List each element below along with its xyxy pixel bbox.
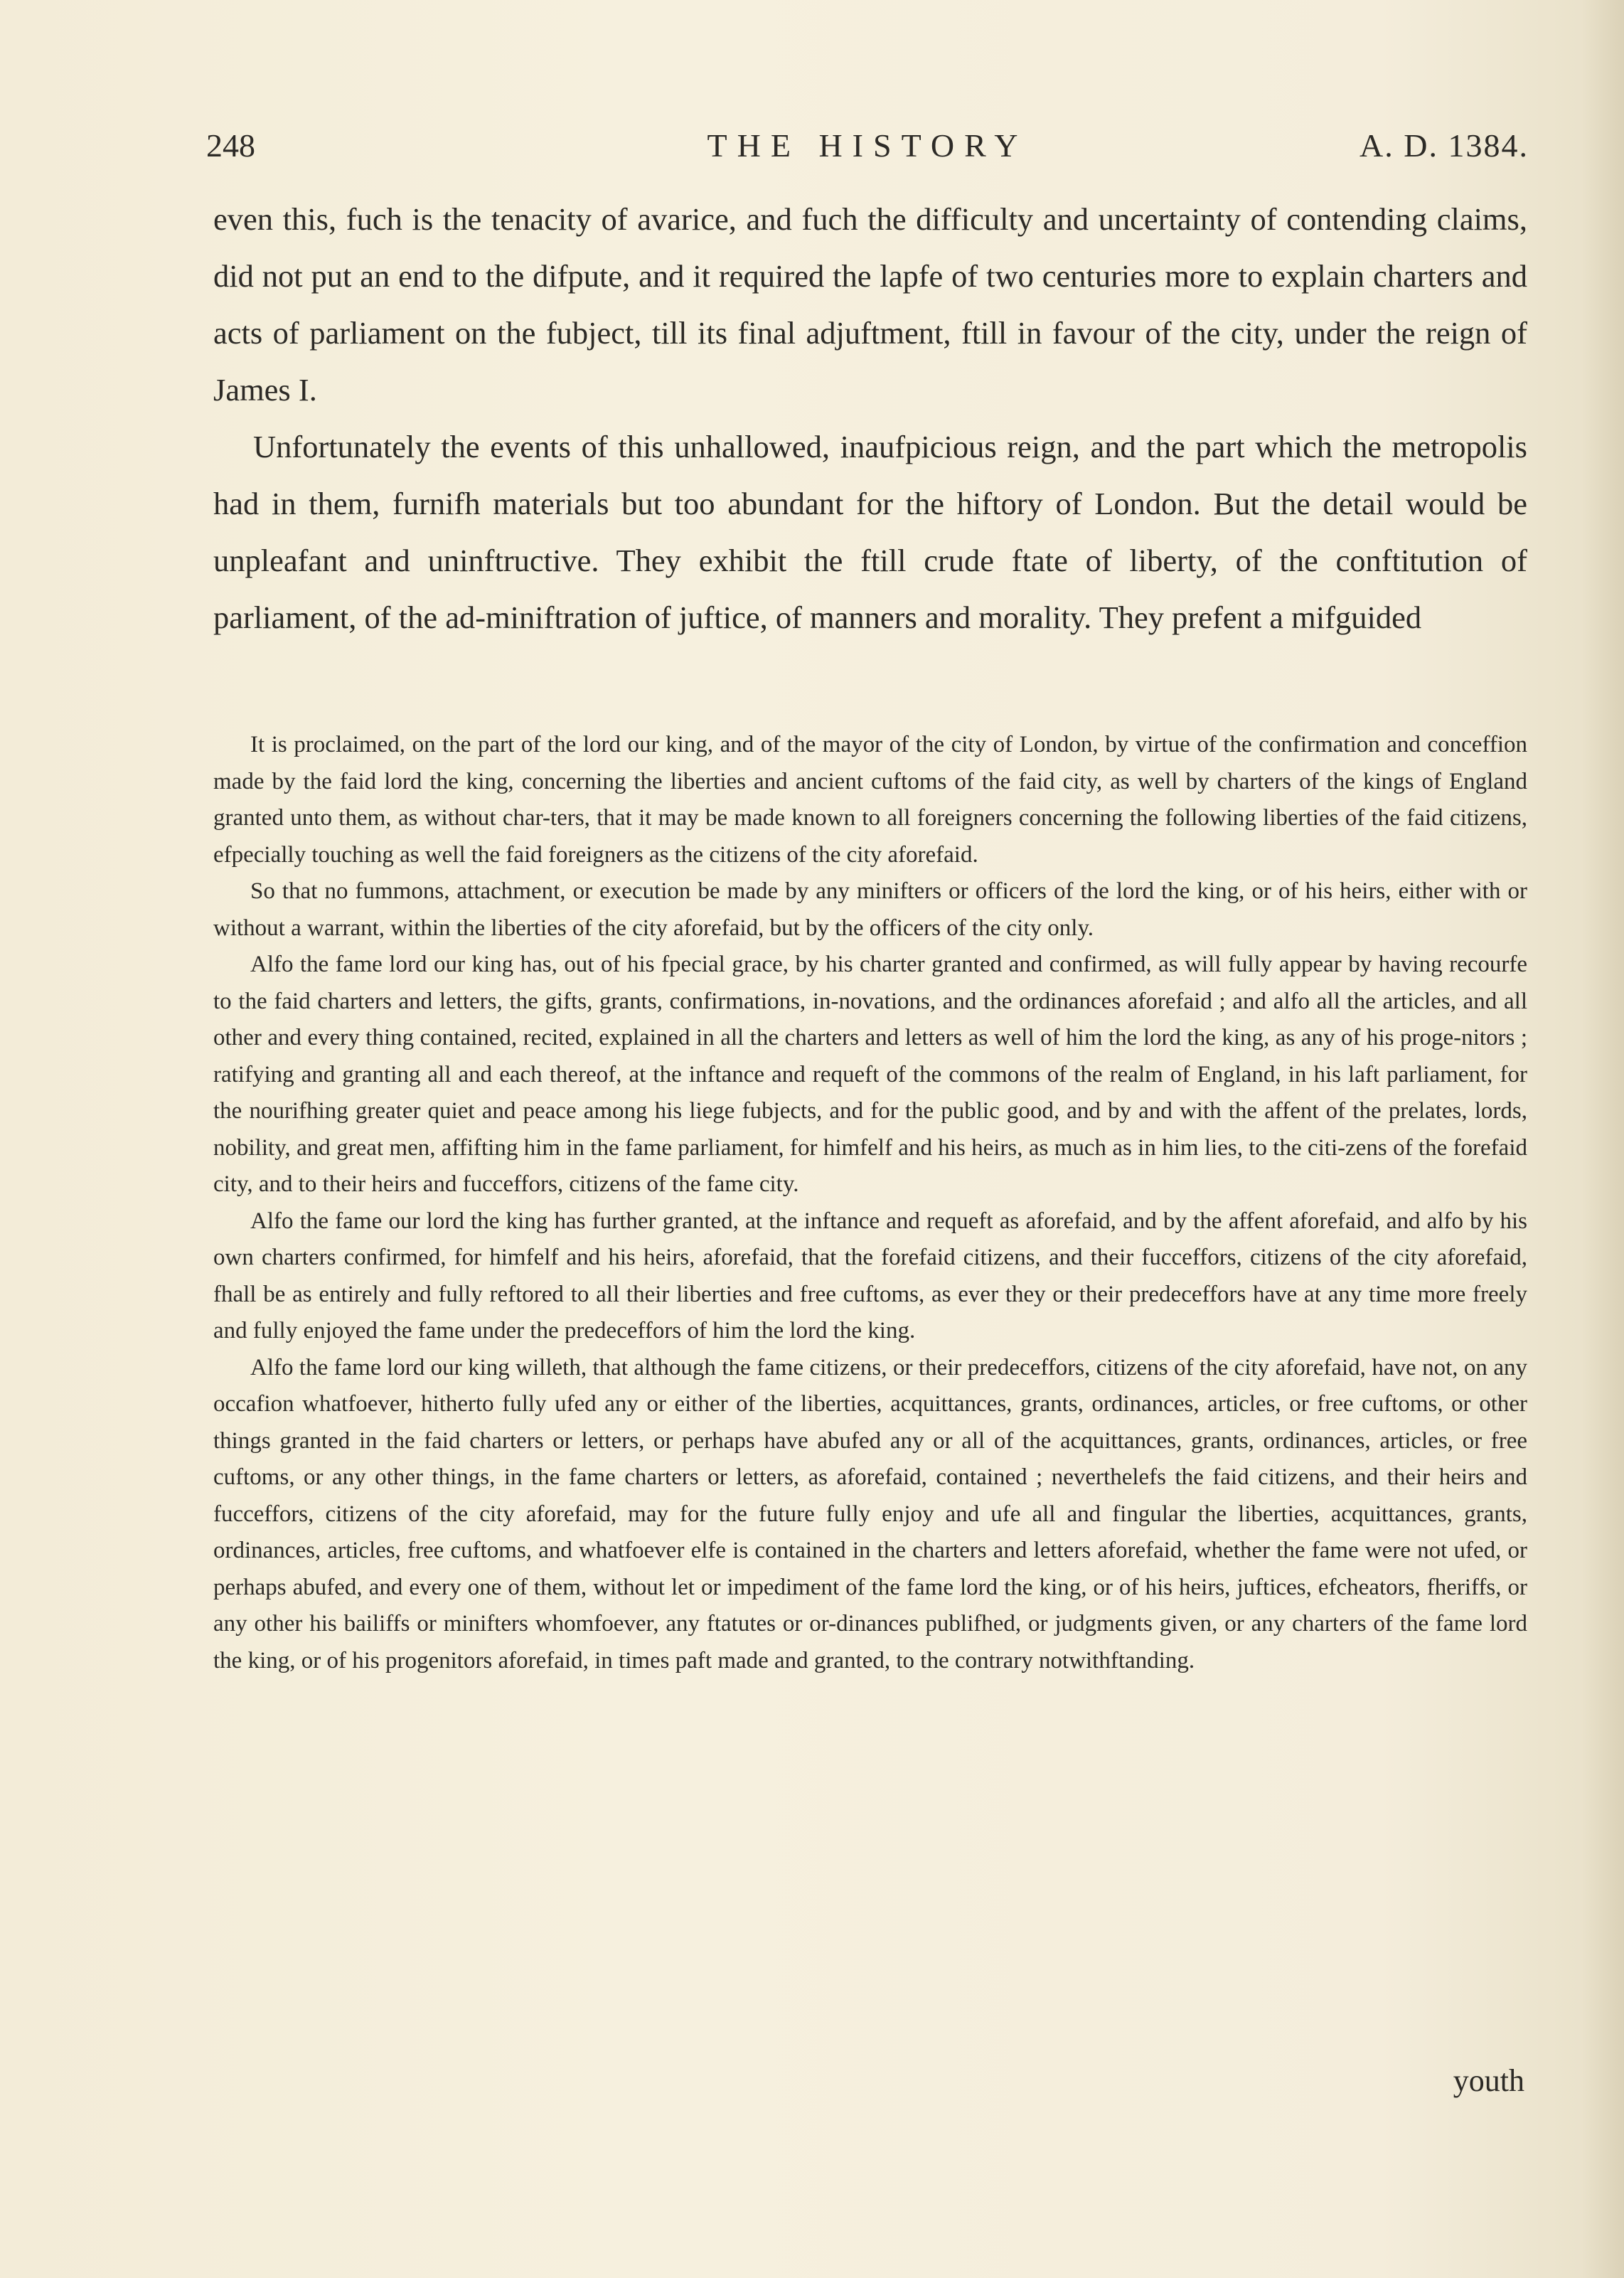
page-number: 248 xyxy=(206,127,255,164)
main-paragraph-1: even this, fuch is the tenacity of avarice, and fuch the difficulty and uncertainty of contending claims, did not put an end to the difpute, and it required the lapfe of two centuries more to explain charters and acts of parliament on the fubject, till its final adjuftment, ftill in favour of the city, under the reign of James I. xyxy=(213,201,1527,408)
footnote-paragraph: Alfo the fame lord our king has, out of his fpecial grace, by his charter granted and confirmed, as will fully appear by having recourfe to the faid charters and letters, the gifts, grants, confirmations, in-novations, and the ordinances aforefaid ; and alfo all the articles, and all other and every thing contained, recited, explained in all the charters and letters as well of him the lord the king, as any of his proge-nitors ; ratifying and granting all and each thereof, at the inftance and requeft of the commons of the realm of England, in his laft parliament, for the nourifhing greater quiet and peace among his liege fubjects, and for the public good, and by and with the affent of the prelates, lords, nobility, and great men, affifting him in the fame parliament, for himfelf and his heirs, as much as in him lies, to the citi-zens of the forefaid city, and to their heirs and fucceffors, citizens of the fame city. xyxy=(213,952,1527,1197)
footnote-paragraph: Alfo the fame our lord the king has further granted, at the inftance and requeft as aforefaid, and by the affent aforefaid, and alfo by his own charters confirmed, for himfelf and his heirs, aforefaid, that the forefaid citizens, and their fucceffors, citizens of the city aforefaid, fhall be as entirely and fully reftored to all their liberties and free cuftoms, as ever they or their predeceffors have at any time more freely and fully enjoyed the fame under the predeceffors of him the lord the king. xyxy=(213,1208,1527,1343)
footnote-paragraph: Alfo the fame lord our king willeth, that although the fame citizens, or their predeceffors, citizens of the city aforefaid, have not, on any occafion whatfoever, hitherto fully ufed any or either of the liberties, acquittances, grants, ordinances, articles, or free cuftoms, or other things granted in the faid charters or letters, or perhaps have abufed any or all of the acquittances, grants, ordinances, articles, or free cuftoms, or any other things, in the fame charters or letters, as aforefaid, contained ; neverthelefs the faid citizens, and their heirs and fucceffors, citizens of the city aforefaid, may for the future fully enjoy and ufe all and fingular the liberties, acquittances, grants, ordinances, articles, free cuftoms, and whatfoever elfe is contained in the charters and letters aforefaid, whether the fame were not ufed, or perhaps abufed, and every one of them, without let or impediment of the fame lord the king, or of his heirs, juftices, efcheators, fheriffs, or any other his bailiffs or minifters whomfoever, any ftatutes or or-dinances publifhed, or judgments given, or any charters of the fame lord the king, or of his progenitors aforefaid, in times paft made and granted, to the contrary notwithftanding. xyxy=(213,1354,1527,1673)
footnote-paragraph: So that no fummons, attachment, or execution be made by any minifters or officers of the lord the king, or of his heirs, either with or without a warrant, within the liberties of the city aforefaid, but by the officers of the city only. xyxy=(213,878,1527,941)
main-paragraph-2: Unfortunately the events of this unhallowed, inaufpicious reign, and the part which the metropolis had in them, furnifh materials but too abundant for the hiftory of London. But the detail would be unpleafant and uninftructive. They exhibit the ftill crude ftate of liberty, of the conftitution of parliament, of the ad-miniftration of juftice, of manners and morality. They prefent a mifguided xyxy=(213,429,1527,635)
year-label: A. D. 1384. xyxy=(1359,127,1529,164)
footnote xyxy=(213,727,1527,1679)
running-head xyxy=(206,127,1529,176)
footnote-paragraph: It is proclaimed, on the part of the lord our king, and of the mayor of the city of London, by virtue of the confirmation and conceffion made by the faid lord the king, concerning the liberties and ancient cuftoms of the faid city, as well by charters of the kings of England granted unto them, as without char-ters, that it may be made known to all foreigners concerning the following liberties of the faid citizens, efpecially touching as well the faid foreigners as the citizens of the city aforefaid. xyxy=(213,732,1527,868)
main-text xyxy=(213,191,1527,646)
page-edge-shadow xyxy=(1581,0,1624,2278)
catchword: youth xyxy=(1453,2063,1524,2098)
book-title: THE HISTORY xyxy=(707,127,1028,164)
